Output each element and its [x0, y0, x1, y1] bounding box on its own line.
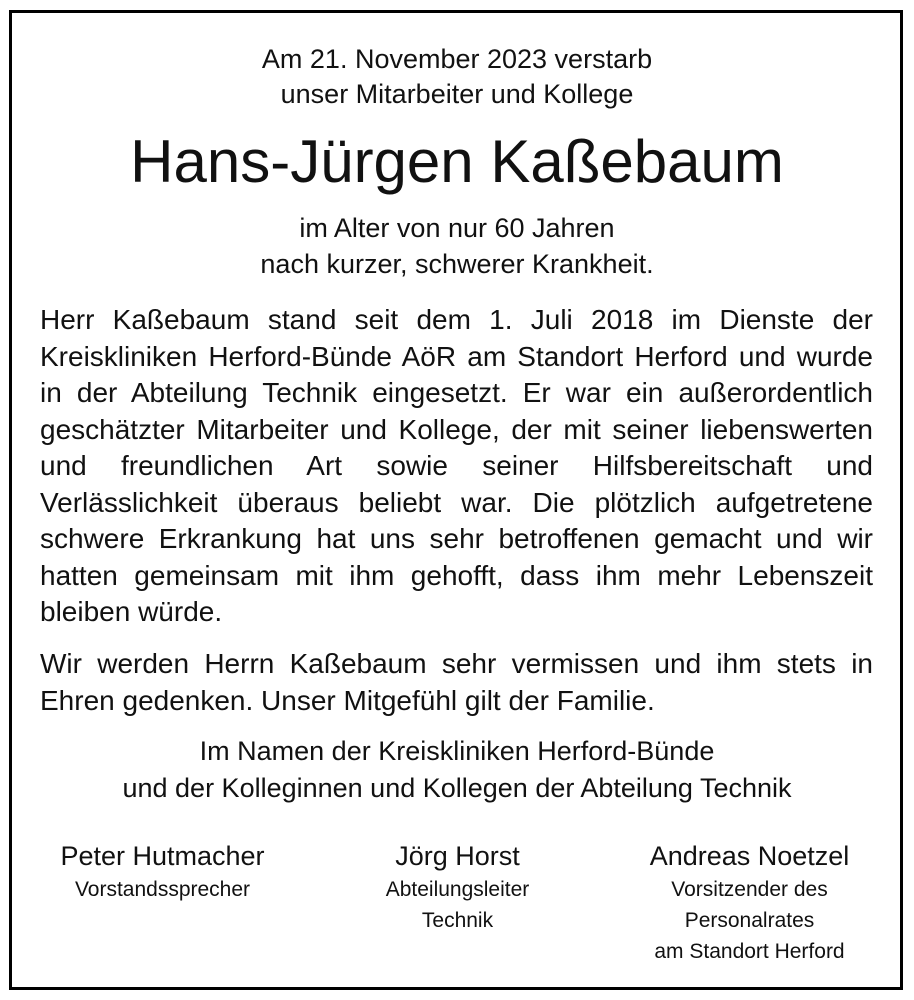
age-line-1: im Alter von nur 60 Jahren — [299, 213, 615, 243]
signatory-role-line: am Standort Herford — [654, 940, 845, 963]
signatory-role-line: Personalrates — [684, 909, 815, 932]
deceased-name: Hans-Jürgen Kaßebaum — [130, 128, 784, 195]
age-text — [0, 210, 914, 282]
intro-text — [0, 42, 914, 112]
signatory-name: Andreas Noetzel — [649, 841, 850, 871]
tribute-paragraph-2: Wir werden Herrn Kaßebaum sehr vermissen und ihm stets in Ehren gedenken. Unser Mitgefühl gilt der Familie. — [40, 648, 873, 716]
signatory-name: Peter Hutmacher — [60, 841, 265, 871]
signatory-role-line: Technik — [421, 909, 494, 932]
age-line-2: nach kurzer, schwerer Krankheit. — [260, 249, 654, 279]
signatory-2 — [320, 838, 595, 936]
intro-line-2: unser Mitarbeiter und Kollege — [280, 79, 634, 109]
intro-line-1: Am 21. November 2023 verstarb — [261, 44, 653, 74]
signatory-name: Jörg Horst — [395, 841, 520, 871]
signoff-line-1: Im Namen der Kreiskliniken Herford-Bünde — [199, 736, 715, 766]
signatory-1 — [25, 838, 300, 905]
signatory-role-line: Vorstandssprecher — [74, 878, 251, 901]
signoff-line-2: und der Kolleginnen und Kollegen der Abteilung Technik — [122, 773, 792, 803]
signoff-text — [0, 733, 914, 807]
signatory-3 — [612, 838, 887, 967]
signatory-role-line: Abteilungsleiter — [385, 878, 530, 901]
tribute-paragraph-1: Herr Kaßebaum stand seit dem 1. Juli 2018 im Dienste der Kreiskliniken Herford-Bünde AöR am Standort Herford und wurde in der Abteilung Technik eingesetzt. Er war ein außerordentlich geschätzter Mitarbeiter und Kollege, der mit seiner liebenswerten und freundlichen Art sowie seiner Hilfsbereitschaft und Verlässlichkeit überaus beliebt war. Die plötzlich aufgetretene schwere Erkrankung hat uns sehr betroffenen gemacht und wir hatten gemeinsam mit ihm gehofft, dass ihm mehr Lebenszeit bleiben würde. — [40, 304, 873, 627]
signatory-role-line: Vorsitzender des — [671, 878, 828, 901]
